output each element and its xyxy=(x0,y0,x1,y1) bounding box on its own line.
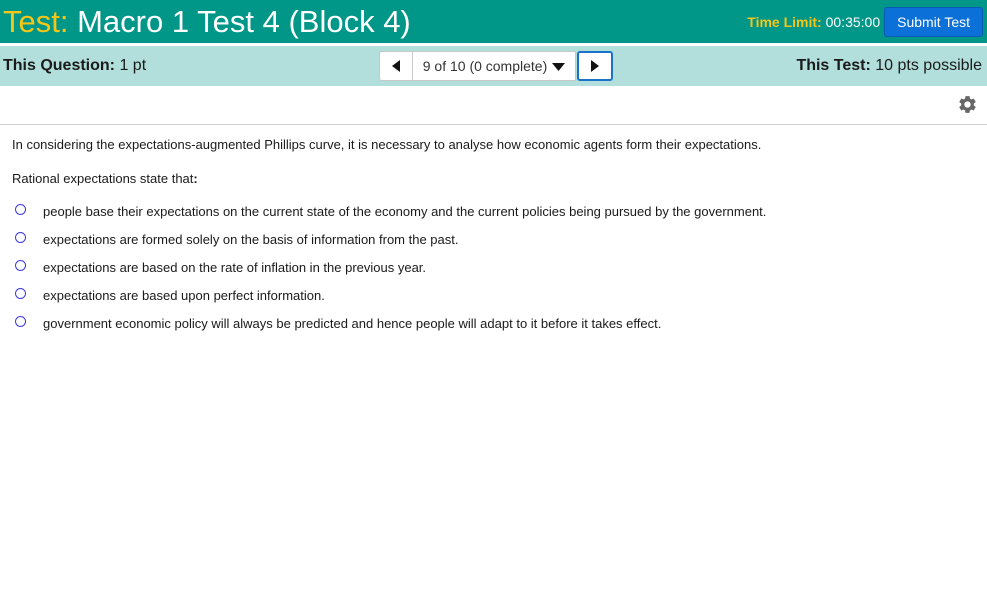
question-progress: 9 of 10 (0 complete) xyxy=(422,58,548,74)
this-question-value: 1 pt xyxy=(119,57,147,74)
triangle-down-icon xyxy=(552,62,565,71)
radio-button[interactable] xyxy=(15,232,26,243)
question-select-dropdown[interactable] xyxy=(412,51,576,81)
answer-choice-text: expectations are formed solely on the basis of information from the past. xyxy=(43,231,459,247)
submit-test-button[interactable]: Submit Test xyxy=(884,7,983,37)
this-test-info xyxy=(796,57,982,75)
settings-button[interactable] xyxy=(957,94,978,120)
radio-button[interactable] xyxy=(15,316,26,327)
top-bar xyxy=(0,0,987,43)
answer-choice-text: expectations are based on the rate of inflation in the previous year. xyxy=(43,259,427,275)
test-title-name: Macro 1 Test 4 (Block 4) xyxy=(77,4,411,39)
radio-button[interactable] xyxy=(15,204,26,215)
time-limit xyxy=(747,14,880,30)
previous-question-button[interactable] xyxy=(379,51,412,81)
question-info-bar xyxy=(0,46,987,86)
radio-button[interactable] xyxy=(15,260,26,271)
time-limit-value: 00:35:00 xyxy=(825,13,881,30)
answer-choice-text: people base their expectations on the current state of the economy and the current policies being pursued by the government. xyxy=(43,203,767,219)
this-test-label: This Test: xyxy=(796,57,871,74)
answer-choice[interactable] xyxy=(12,281,975,309)
question-stem: In considering the expectations-augmented Phillips curve, it is necessary to analyse how economic agents form their expectations. xyxy=(12,137,762,152)
this-question-label: This Question: xyxy=(3,57,115,74)
triangle-left-icon xyxy=(391,60,401,72)
test-title xyxy=(3,0,411,43)
this-question-info xyxy=(3,57,146,75)
this-test-value: 10 pts possible xyxy=(875,57,982,74)
question-prompt-text: Rational expectations state that xyxy=(12,171,194,186)
answer-choice[interactable] xyxy=(12,309,975,337)
test-title-label: Test: xyxy=(3,4,69,39)
triangle-right-icon xyxy=(590,60,600,72)
answer-choice[interactable] xyxy=(12,197,975,225)
question-prompt-colon: : xyxy=(193,171,198,186)
answer-choice[interactable] xyxy=(12,225,975,253)
question-prompt xyxy=(12,171,975,187)
settings-row xyxy=(0,86,987,125)
time-limit-label: Time Limit: xyxy=(747,13,822,30)
answer-choice[interactable] xyxy=(12,253,975,281)
question-navigator xyxy=(379,51,613,81)
answer-choice-text: expectations are based upon perfect information. xyxy=(43,287,325,303)
question-content xyxy=(0,125,987,337)
next-question-button[interactable] xyxy=(577,51,613,81)
top-bar-right xyxy=(747,7,983,37)
gear-icon xyxy=(957,94,978,115)
answer-choice-text: government economic policy will always be predicted and hence people will adapt to it before it takes effect. xyxy=(43,315,662,331)
radio-button[interactable] xyxy=(15,288,26,299)
